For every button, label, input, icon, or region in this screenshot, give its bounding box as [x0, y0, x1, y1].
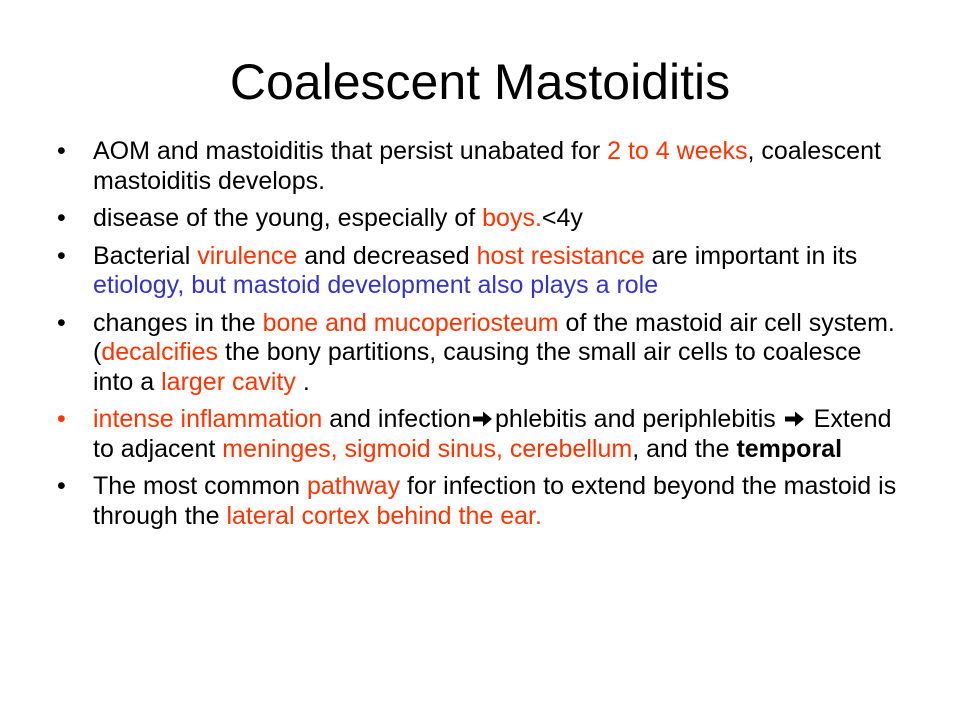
bullet-dot-icon: • [57, 137, 66, 165]
bullet-text-segment: and decreased [297, 241, 477, 270]
bullet-item [57, 137, 907, 196]
bullet-text-segment: , and the [632, 434, 737, 463]
bullet-text-segment: lateral cortex behind the ear. [226, 501, 542, 530]
bullet-text-segment: bone and mucoperiosteum [262, 308, 559, 337]
bullet-text-segment: Bacterial [93, 241, 198, 270]
bullet-text-segment: the bony partitions, causing the small air cells to coalesce into a [93, 338, 862, 396]
bullet-dot-icon: • [57, 241, 66, 270]
slide-title: Coalescent Mastoiditis [229, 54, 731, 110]
bullet-item [57, 242, 907, 301]
bullet-item [57, 309, 907, 398]
bullet-item [57, 204, 907, 234]
bullet-text-segment: meninges, sigmoid sinus, cerebellum [222, 434, 633, 463]
bullet-text-segment: decalcifies [101, 338, 219, 366]
bullet-text-segment: phlebitis and periphlebitis [495, 405, 783, 433]
right-arrow-icon [785, 405, 805, 435]
bullet-text-segment: and infection [322, 405, 472, 433]
bullet-text-segment: 2 to 4 weeks [607, 137, 748, 165]
bullet-dot-icon: • [57, 204, 66, 232]
bullet-text-segment: larger cavity [161, 367, 296, 396]
bullet-text-segment: , coalescent mastoiditis develops. [93, 137, 881, 195]
bullet-dot-icon: • [57, 472, 66, 500]
bullet-text-segment: host resistance [476, 241, 645, 270]
bullet-text-segment: for infection to extend beyond the mastoid is through the [93, 472, 897, 530]
bullet-text-segment: virulence [197, 241, 298, 270]
bullet-item [57, 472, 907, 531]
bullet-text-segment: temporal [736, 434, 843, 463]
bullet-text-segment: intense inflammation [93, 405, 323, 433]
bullet-text-segment: Extend to adjacent [93, 405, 892, 463]
bullet-text-segment: . [295, 367, 310, 396]
right-arrow-icon [473, 405, 493, 435]
bullet-text-segment: of the mastoid air cell system.( [93, 308, 895, 366]
bullet-text-segment: pathway [306, 472, 401, 500]
bullet-text-segment: are important in its [644, 241, 858, 270]
bullet-text-segment: The most common [93, 472, 307, 500]
bullet-list [57, 137, 907, 539]
bullet-text-segment: changes in the [93, 308, 263, 337]
bullet-text-segment: etiology, but mastoid development also plays a role [93, 271, 659, 299]
bullet-text-segment: disease of the young, especially of [93, 204, 483, 232]
bullet-item [57, 405, 907, 464]
bullet-text-segment: <4y [541, 204, 583, 232]
bullet-dot-icon: • [57, 405, 66, 433]
bullet-dot-icon: • [57, 308, 66, 337]
bullet-text-segment: boys. [482, 204, 542, 232]
bullet-text-segment: AOM and mastoiditis that persist unabated for [93, 137, 608, 165]
